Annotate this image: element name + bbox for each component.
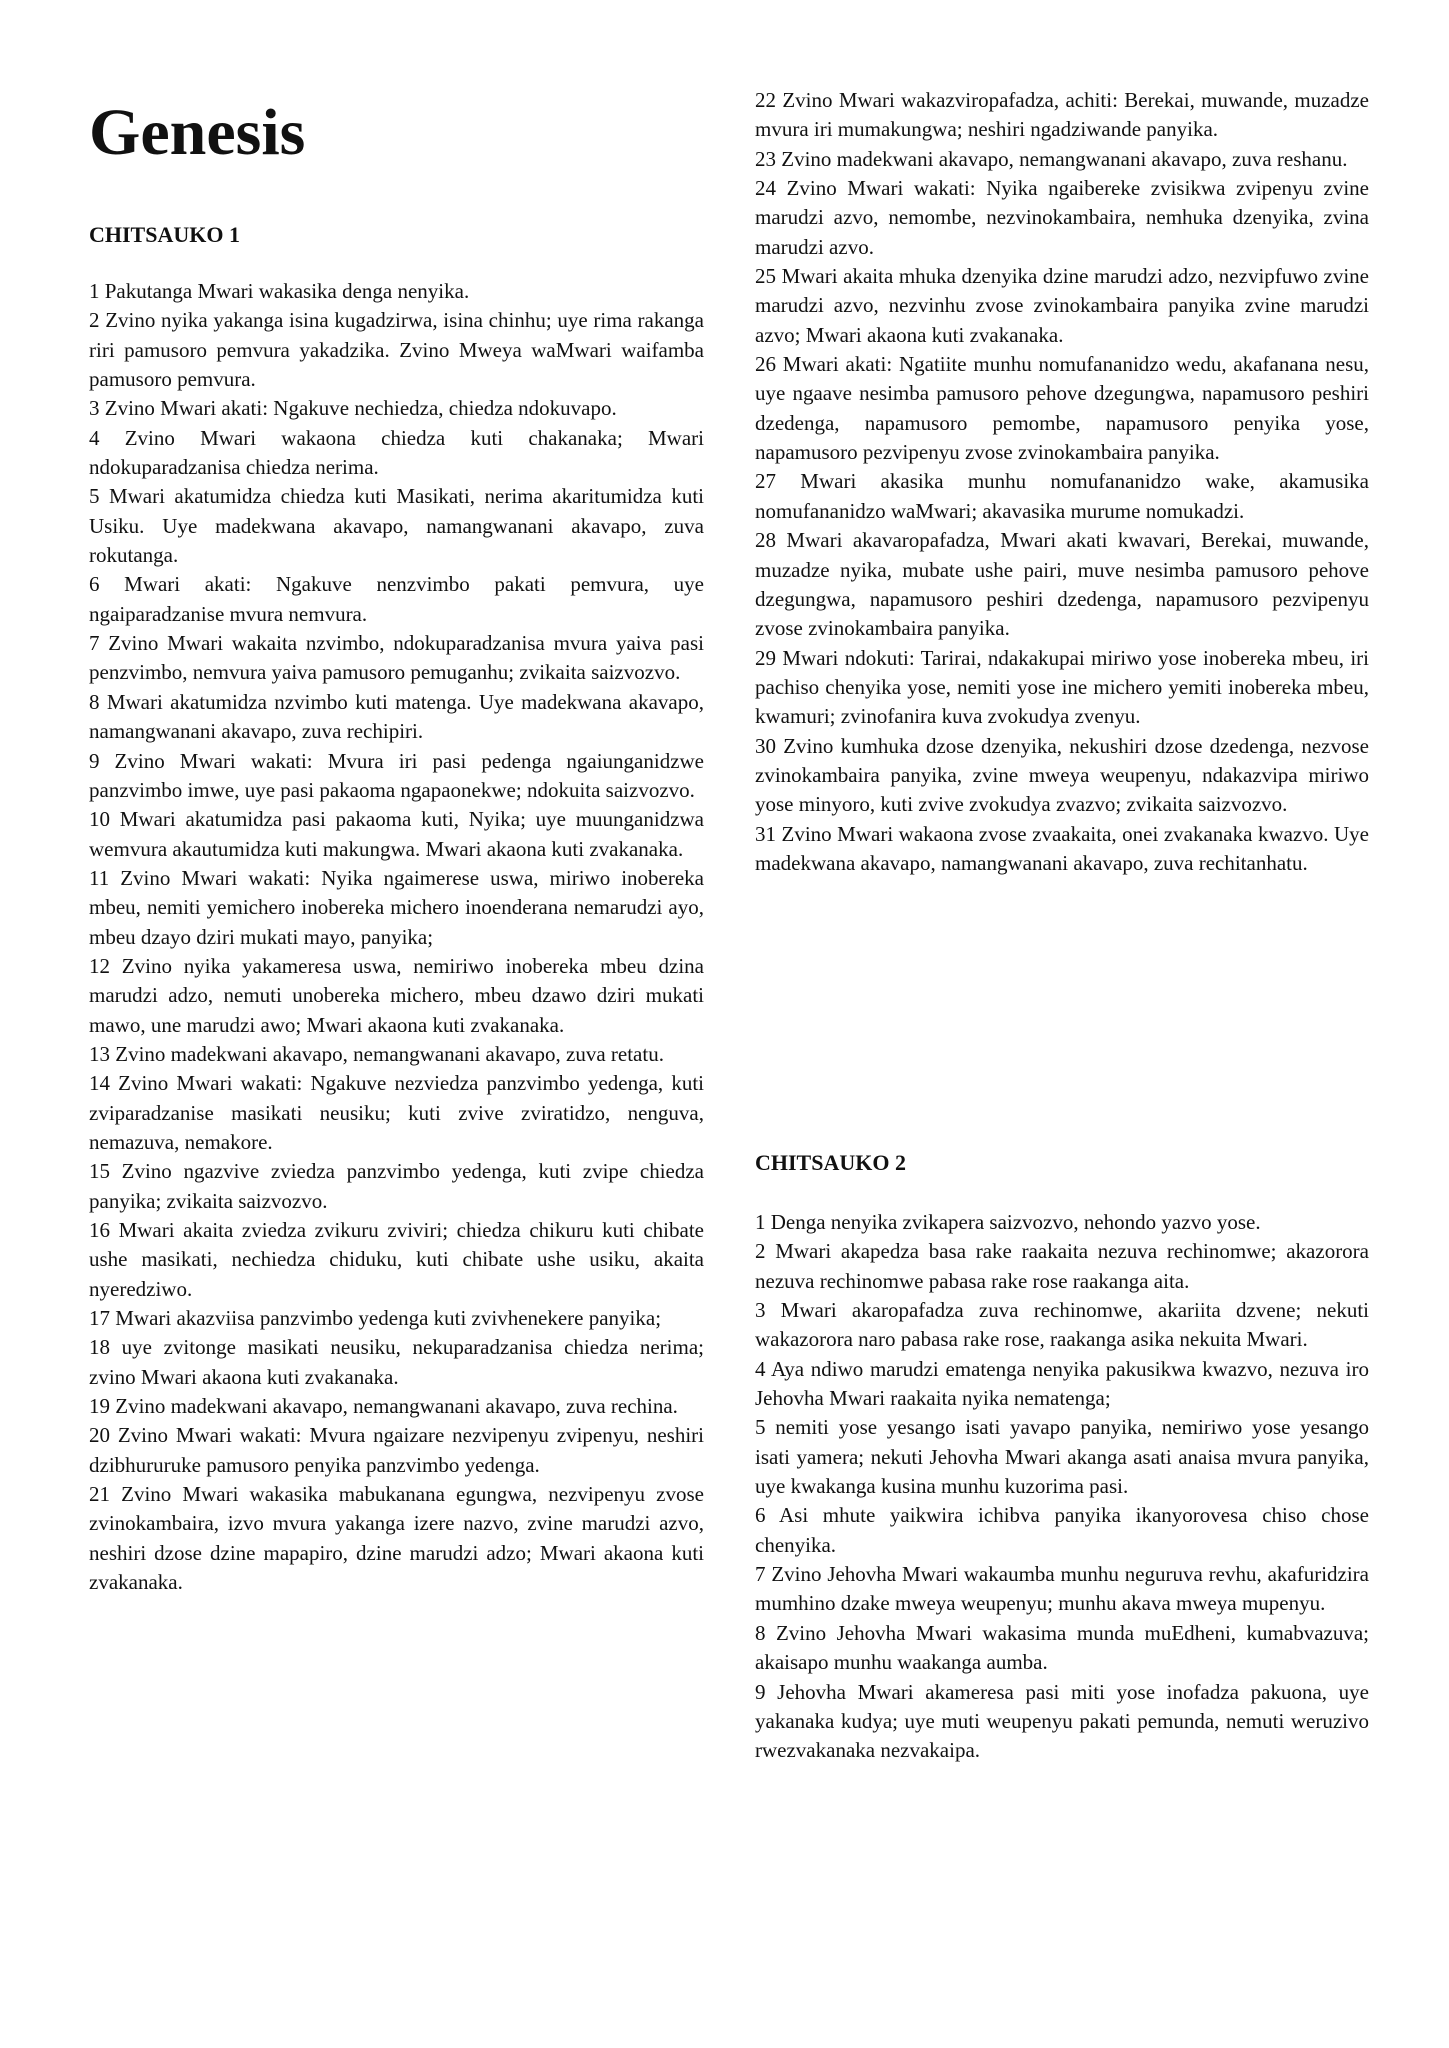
verse: 16 Mwari akaita zviedza zvikuru zviviri; chiedza chikuru kuti chibate ushe masikati, nechiedza chiduku, kuti chibate ushe usiku, akaita nyeredziwo. xyxy=(89,1218,704,1301)
chapter-1-verses-left xyxy=(89,277,704,1597)
verse: 5 Mwari akatumidza chiedza kuti Masikati, nerima akaritumidza kuti Usiku. Uye madekwana akavapo, namangwanani akavapo, zuva rokutanga. xyxy=(89,484,704,568)
verse: 31 Zvino Mwari wakaona zvose zvaakaita, onei zvakanaka kwazvo. Uye madekwana akavapo, namangwanani akavapo, zuva rechitanhatu. xyxy=(755,821,1369,875)
verse: 29 Mwari ndokuti: Tarirai, ndakakupai miriwo yose inobereka mbeu, iri pachiso chenyika yose, nemiti yose ine michero yemiti inobereka mbeu, kwamuri; zvinofanira kuva zvokudya zvenyu. xyxy=(755,645,1369,729)
verse: 20 Zvino Mwari wakati: Mvura ngaizare nezvipenyu zvipenyu, neshiri dzibhururuke pamusoro penyika panzvimbo yedenga. xyxy=(89,1423,704,1477)
verse: 22 Zvino Mwari wakazviropafadza, achiti: Berekai, muwande, muzadze mvura iri mumakungwa; neshiri ngadziwande panyika. xyxy=(755,88,1369,142)
chapter-1-heading: CHITSAUKO 1 xyxy=(89,222,240,247)
verse: 28 Mwari akavaropafadza, Mwari akati kwavari, Berekai, muwande, muzadze nyika, mubate ushe pairi, muve nesimba pamusoro pehove dzegungwa, napamusoro peshiri dzedenga, napamusoro pezvipenyu zvose zvinokambaira panyika. xyxy=(755,528,1369,641)
verse: 2 Zvino nyika yakanga isina kugadzirwa, isina chinhu; uye rima rakanga riri pamusoro pemvura yakadzika. Zvino Mweya waMwari waifamba pamusoro pemvura. xyxy=(89,308,704,392)
verse: 4 Aya ndiwo marudzi ematenga nenyika pakusikwa kwazvo, nezuva iro Jehovha Mwari raakaita nyika nematenga; xyxy=(755,1356,1369,1411)
verse: 17 Mwari akazviisa panzvimbo yedenga kuti zvivhenekere panyika; xyxy=(89,1306,662,1331)
chapter-1-verses-right xyxy=(755,86,1369,878)
chapter-2-verses xyxy=(755,1208,1369,1766)
verse: 11 Zvino Mwari wakati: Nyika ngaimerese uswa, miriwo inobereka mbeu, nemiti yemichero inobereka michero inoenderana nemarudzi ayo, mbeu dzayo dziri mukati mayo, panyika; xyxy=(89,865,704,949)
verse: 13 Zvino madekwani akavapo, nemangwanani akavapo, zuva retatu. xyxy=(89,1041,664,1066)
verse: 5 nemiti yose yesango isati yavapo panyika, nemiriwo yose yesango isati yamera; nekuti Jehovha Mwari akanga asati anaisa mvura panyika, uye kwakanga kusina munhu kuzorima pasi. xyxy=(755,1415,1369,1499)
verse: 25 Mwari akaita mhuka dzenyika dzine marudzi adzo, nezvipfuwo zvine marudzi azvo, nezvinhu zvose zvinokambaira panyika zvine marudzi azvo; Mwari akaona kuti zvakanaka. xyxy=(755,264,1369,347)
verse: 8 Mwari akatumidza nzvimbo kuti matenga. Uye madekwana akavapo, namangwanani akavapo, zuva rechipiri. xyxy=(89,689,704,744)
verse: 19 Zvino madekwani akavapo, nemangwanani akavapo, zuva rechina. xyxy=(89,1394,678,1419)
verse: 9 Zvino Mwari wakati: Mvura iri pasi pedenga ngaiunganidzwe panzvimbo imwe, uye pasi pakaoma ngapaonekwe; ndokuita saizvozvo. xyxy=(89,748,704,802)
verse: 4 Zvino Mwari wakaona chiedza kuti chakanaka; Mwari ndokuparadzanisa chiedza nerima. xyxy=(89,425,704,480)
chapter-2-heading: CHITSAUKO 2 xyxy=(755,1150,906,1175)
verse: 14 Zvino Mwari wakati: Ngakuve nezviedza panzvimbo yedenga, kuti zviparadzanise masikati neusiku; kuti zvive zviratidzo, nenguva, nemazuva, nemakore. xyxy=(89,1071,704,1154)
verse: 9 Jehovha Mwari akameresa pasi miti yose inofadza pakuona, uye yakanaka kudya; uye muti weupenyu pakati pemunda, nemuti weruzivo rwezvakanaka nezvakaipa. xyxy=(755,1679,1369,1763)
verse: 8 Zvino Jehovha Mwari wakasima munda muEdheni, kumabvazuva; akaisapo munhu waakanga aumba. xyxy=(755,1620,1369,1675)
verse: 1 Denga nenyika zvikapera saizvozvo, nehondo yazvo yose. xyxy=(755,1210,1261,1234)
verse: 2 Mwari akapedza basa rake raakaita nezuva rechinomwe; akazorora nezuva rechinomwe pabasa rake rose raakanga aita. xyxy=(755,1239,1369,1293)
verse: 3 Zvino Mwari akati: Ngakuve nechiedza, chiedza ndokuvapo. xyxy=(89,396,617,421)
verse: 15 Zvino ngazvive zviedza panzvimbo yedenga, kuti zvipe chiedza panyika; zvikaita saizvozvo. xyxy=(89,1159,704,1213)
verse: 12 Zvino nyika yakameresa uswa, nemiriwo inobereka mbeu dzina marudzi adzo, nemuti unobereka michero, mbeu dzawo dziri mukati mawo, une marudzi awo; Mwari akaona kuti zvakanaka. xyxy=(89,953,704,1037)
book-title: Genesis xyxy=(89,96,306,169)
verse: 3 Mwari akaropafadza zuva rechinomwe, akariita dzvene; nekuti wakazorora naro pabasa rake rose, raakanga asika nekuita Mwari. xyxy=(755,1298,1369,1352)
verse: 7 Zvino Jehovha Mwari wakaumba munhu neguruva revhu, akafuridzira mumhino dzake mweya weupenyu; munhu akava mweya mupenyu. xyxy=(755,1562,1369,1616)
verse: 7 Zvino Mwari wakaita nzvimbo, ndokuparadzanisa mvura yaiva pasi penzvimbo, nemvura yaiva pamusoro pemuganhu; zvikaita saizvozvo. xyxy=(89,631,704,685)
verse: 27 Mwari akasika munhu nomufananidzo wake, akamusika nomufananidzo waMwari; akavasika murume nomukadzi. xyxy=(755,469,1369,523)
verse: 18 uye zvitonge masikati neusiku, nekuparadzanisa chiedza nerima; zvino Mwari akaona kuti zvakanaka. xyxy=(89,1335,704,1389)
verse: 24 Zvino Mwari wakati: Nyika ngaibereke zvisikwa zvipenyu zvine marudzi azvo, nemombe, nezvinokambaira, nemhuka dzenyika, zvina marudzi azvo. xyxy=(755,176,1369,259)
verse: 10 Mwari akatumidza pasi pakaoma kuti, Nyika; uye muunganidzwa wemvura akautumidza kuti makungwa. Mwari akaona kuti zvakanaka. xyxy=(89,807,704,861)
verse: 30 Zvino kumhuka dzose dzenyika, nekushiri dzose dzedenga, nezvose zvinokambaira panyika, zvine mweya weupenyu, ndakazvipa miriwo yose minyoro, kuti zvive zvokudya zvazvo; zvikaita saizvozvo. xyxy=(755,733,1369,817)
verse: 26 Mwari akati: Ngatiite munhu nomufananidzo wedu, akafanana nesu, uye ngaave nesimba pamusoro pehove dzegungwa, napamusoro peshiri dzedenga, napamusoro pemombe, napamusoro penyika yose, napamusoro pezvipenyu zvose zvinokambaira panyika. xyxy=(755,352,1369,465)
verse: 6 Mwari akati: Ngakuve nenzvimbo pakati pemvura, uye ngaiparadzanise mvura nemvura. xyxy=(89,572,704,626)
verse: 21 Zvino Mwari wakasika mabukanana egungwa, nezvipenyu zvose zvinokambaira, izvo mvura yakanga izere nazvo, zvine marudzi azvo, neshiri dzose dzine mapapiro, dzine marudzi adzo; Mwari akaona kuti zvakanaka. xyxy=(89,1482,704,1595)
verse: 23 Zvino madekwani akavapo, nemangwanani akavapo, zuva reshanu. xyxy=(755,146,1348,171)
verse: 1 Pakutanga Mwari wakasika denga nenyika. xyxy=(89,279,470,303)
verse: 6 Asi mhute yaikwira ichibva panyika ikanyorovesa chiso chose chenyika. xyxy=(755,1503,1369,1557)
